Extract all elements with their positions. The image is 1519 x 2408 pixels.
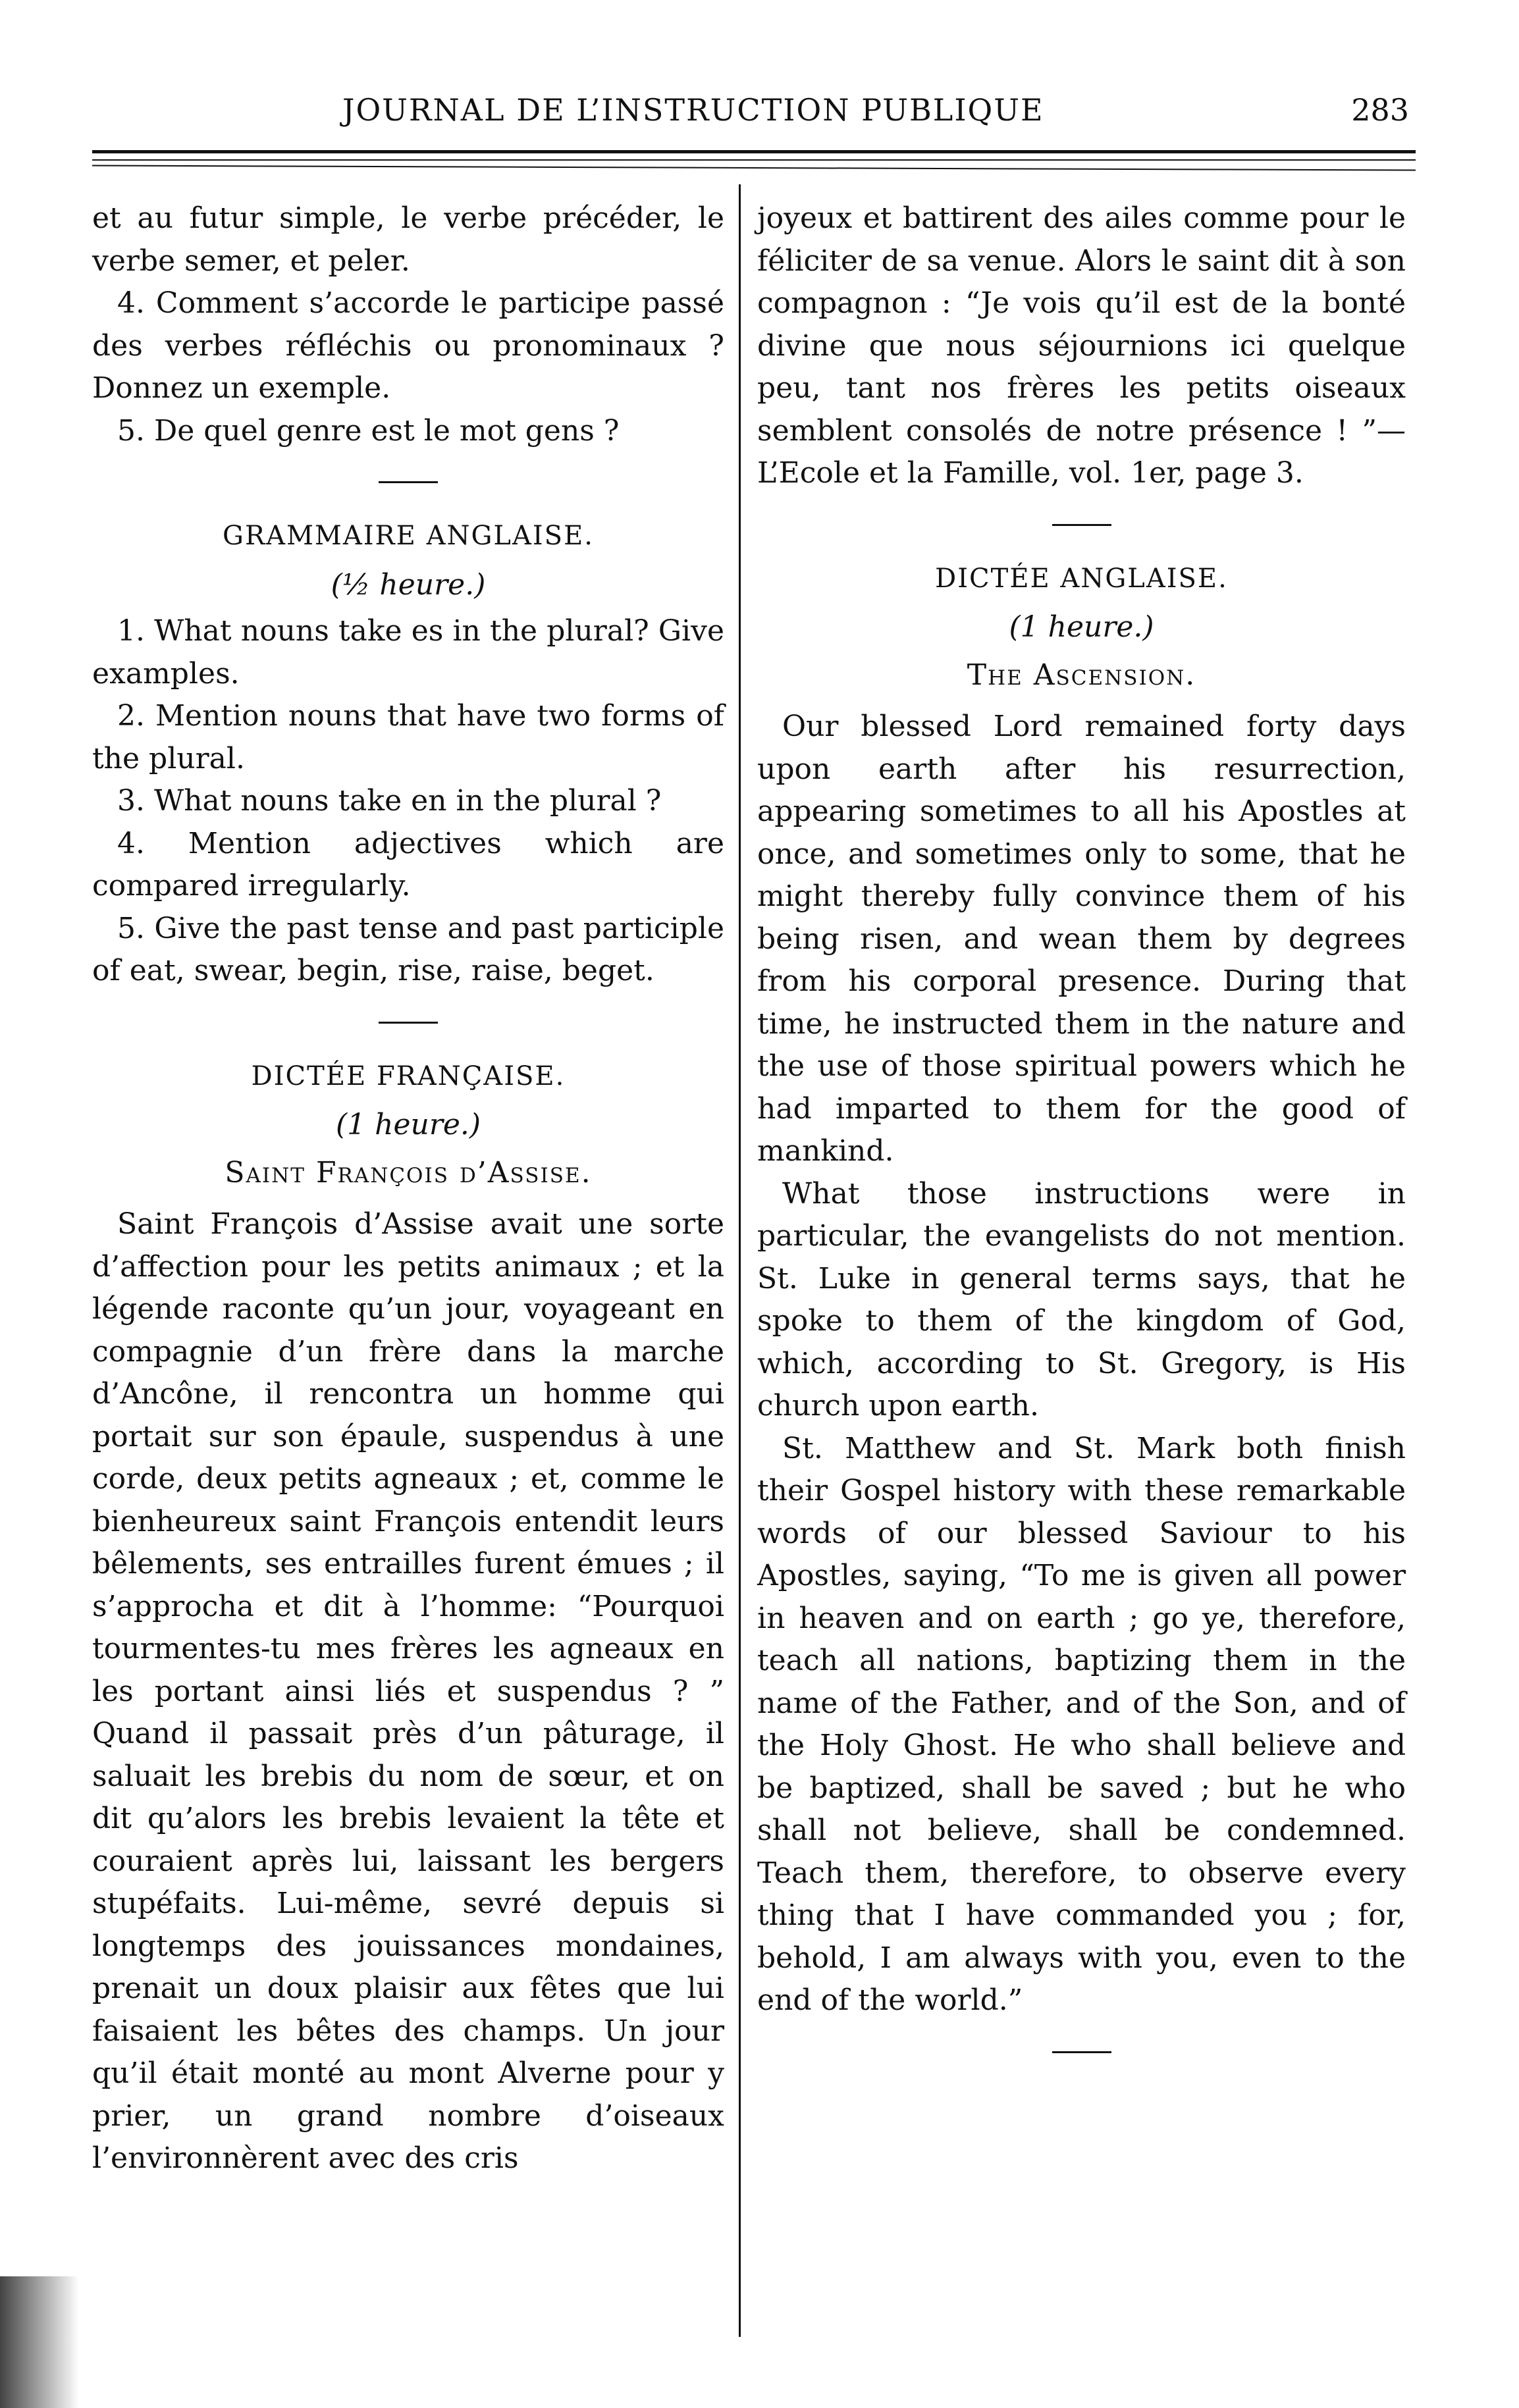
section-title-grammaire: GRAMMAIRE ANGLAISE.	[223, 521, 594, 551]
left-column	[92, 197, 724, 2180]
page-number: 283	[1351, 92, 1409, 128]
section-divider	[379, 481, 438, 483]
column-divider	[739, 184, 741, 2337]
section-title-dictee-anglaise: DICTÉE ANGLAISE.	[935, 563, 1228, 594]
question-4: 4. Comment s’accorde le participe passé des verbes réfléchis ou pronominaux ? Donnez un exemple.	[92, 286, 724, 405]
running-title: JOURNAL DE L’INSTRUCTION PUBLIQUE	[342, 92, 1044, 128]
question-5: 5. De quel genre est le mot gens ?	[117, 413, 620, 448]
page-header	[92, 92, 1409, 145]
section-divider	[1052, 524, 1111, 526]
header-rule-thin	[92, 159, 1416, 161]
right-column	[757, 197, 1406, 2085]
dictee-anglaise-paragraph-2: What those instructions were in particular, the evangelists do not mention. St. Luke in general terms says, that he spoke to them of the kingdom of God, which, according to St. Gregory, is His church upon earth.	[757, 1176, 1406, 1423]
section-subtitle-dictee-anglaise: The Ascension.	[967, 658, 1196, 692]
section-duration-dictee-francaise: (1 heure.)	[335, 1108, 481, 1141]
grammar-question-5: 5. Give the past tense and past participle of eat, swear, begin, rise, raise, beget.	[92, 911, 724, 987]
grammar-question-1: 1. What nouns take es in the plural? Give examples.	[92, 614, 724, 691]
continuation-line: et au futur simple, le verbe précéder, le verbe semer, et peler.	[92, 201, 724, 278]
grammar-question-4: 4. Mention adjectives which are compared irregularly.	[92, 826, 724, 903]
section-divider	[1052, 2051, 1111, 2053]
section-title-dictee-francaise: DICTÉE FRANÇAISE.	[251, 1060, 566, 1091]
section-divider	[379, 1022, 438, 1024]
page-edge-shadow	[0, 2276, 79, 2408]
section-duration-grammaire: (½ heure.)	[331, 567, 486, 602]
grammar-question-3: 3. What nouns take en in the plural ?	[117, 784, 662, 818]
dictee-anglaise-paragraph-1: Our blessed Lord remained forty days upon earth after his resurrection, appearing sometimes to all his Apostles at once, and sometimes only to some, that he might thereby fully convince them of his being risen, and wean them by degrees from his corporal presence. During that time, he instructed them in the nature and the use of those spiritual powers which he had imparted to them for the good of mankind.	[757, 710, 1406, 1168]
section-duration-dictee-anglaise: (1 heure.)	[1009, 610, 1154, 644]
section-subtitle-dictee-francaise: Saint François d’Assise.	[225, 1155, 592, 1190]
right-continuation: joyeux et battirent des ailes comme pour le féliciter de sa venue. Alors le saint dit à son compagnon : “Je vois qu’il est de la bonté divine que nous séjournions ici quelque peu, tant nos frères les petits oiseaux semblent consolés de notre présence ! ”—L’Ecole et la Famille, vol. 1er, page 3.	[757, 201, 1406, 490]
dictee-anglaise-paragraph-3: St. Matthew and St. Mark both finish their Gospel history with these remarkable words of our blessed Saviour to his Apostles, saying, “To me is given all power in heaven and on earth ; go ye, therefore, teach all nations, baptizing them in the name of the Father, and of the Son, and of the Holy Ghost. He who shall believe and be baptized, shall be saved ; but he who shall not believe, shall be condemned. Teach them, therefore, to observe every thing that I have commanded you ; for, behold, I am always with you, even to the end of the world.”	[757, 1431, 1406, 2017]
grammar-question-2: 2. Mention nouns that have two forms of the plural.	[92, 699, 724, 775]
dictee-francaise-text: Saint François d’Assise avait une sorte d’affection pour les petits animaux ; et la légende raconte qu’un jour, voyageant en compagnie d’un frère dans la marche d’Ancône, il rencontra un homme qui portait sur son épaule, suspendus à une corde, deux petits agneaux ; et, comme le bienheureux saint François entendit leurs bêlements, ses entrailles furent émues ; il s’approcha et dit à l’homme: “Pourquoi tourmentes-tu mes frères les agneaux en les portant ainsi liés et suspendus ? ” Quand il passait près d’un pâturage, il saluait les brebis du nom de sœur, et on dit qu’alors les brebis levaient la tête et couraient après lui, laissant les bergers stupéfaits. Lui-même, sevré depuis si longtemps des jouissances mondaines, prenait un doux plaisir aux fêtes que lui faisaient les bêtes des champs. Un jour qu’il était monté au mont Alverne pour y prier, un grand nombre d’oiseaux l’environnèrent avec des cris	[92, 1207, 724, 2175]
header-rule-third	[92, 165, 1416, 170]
header-rule-thick	[92, 150, 1416, 153]
